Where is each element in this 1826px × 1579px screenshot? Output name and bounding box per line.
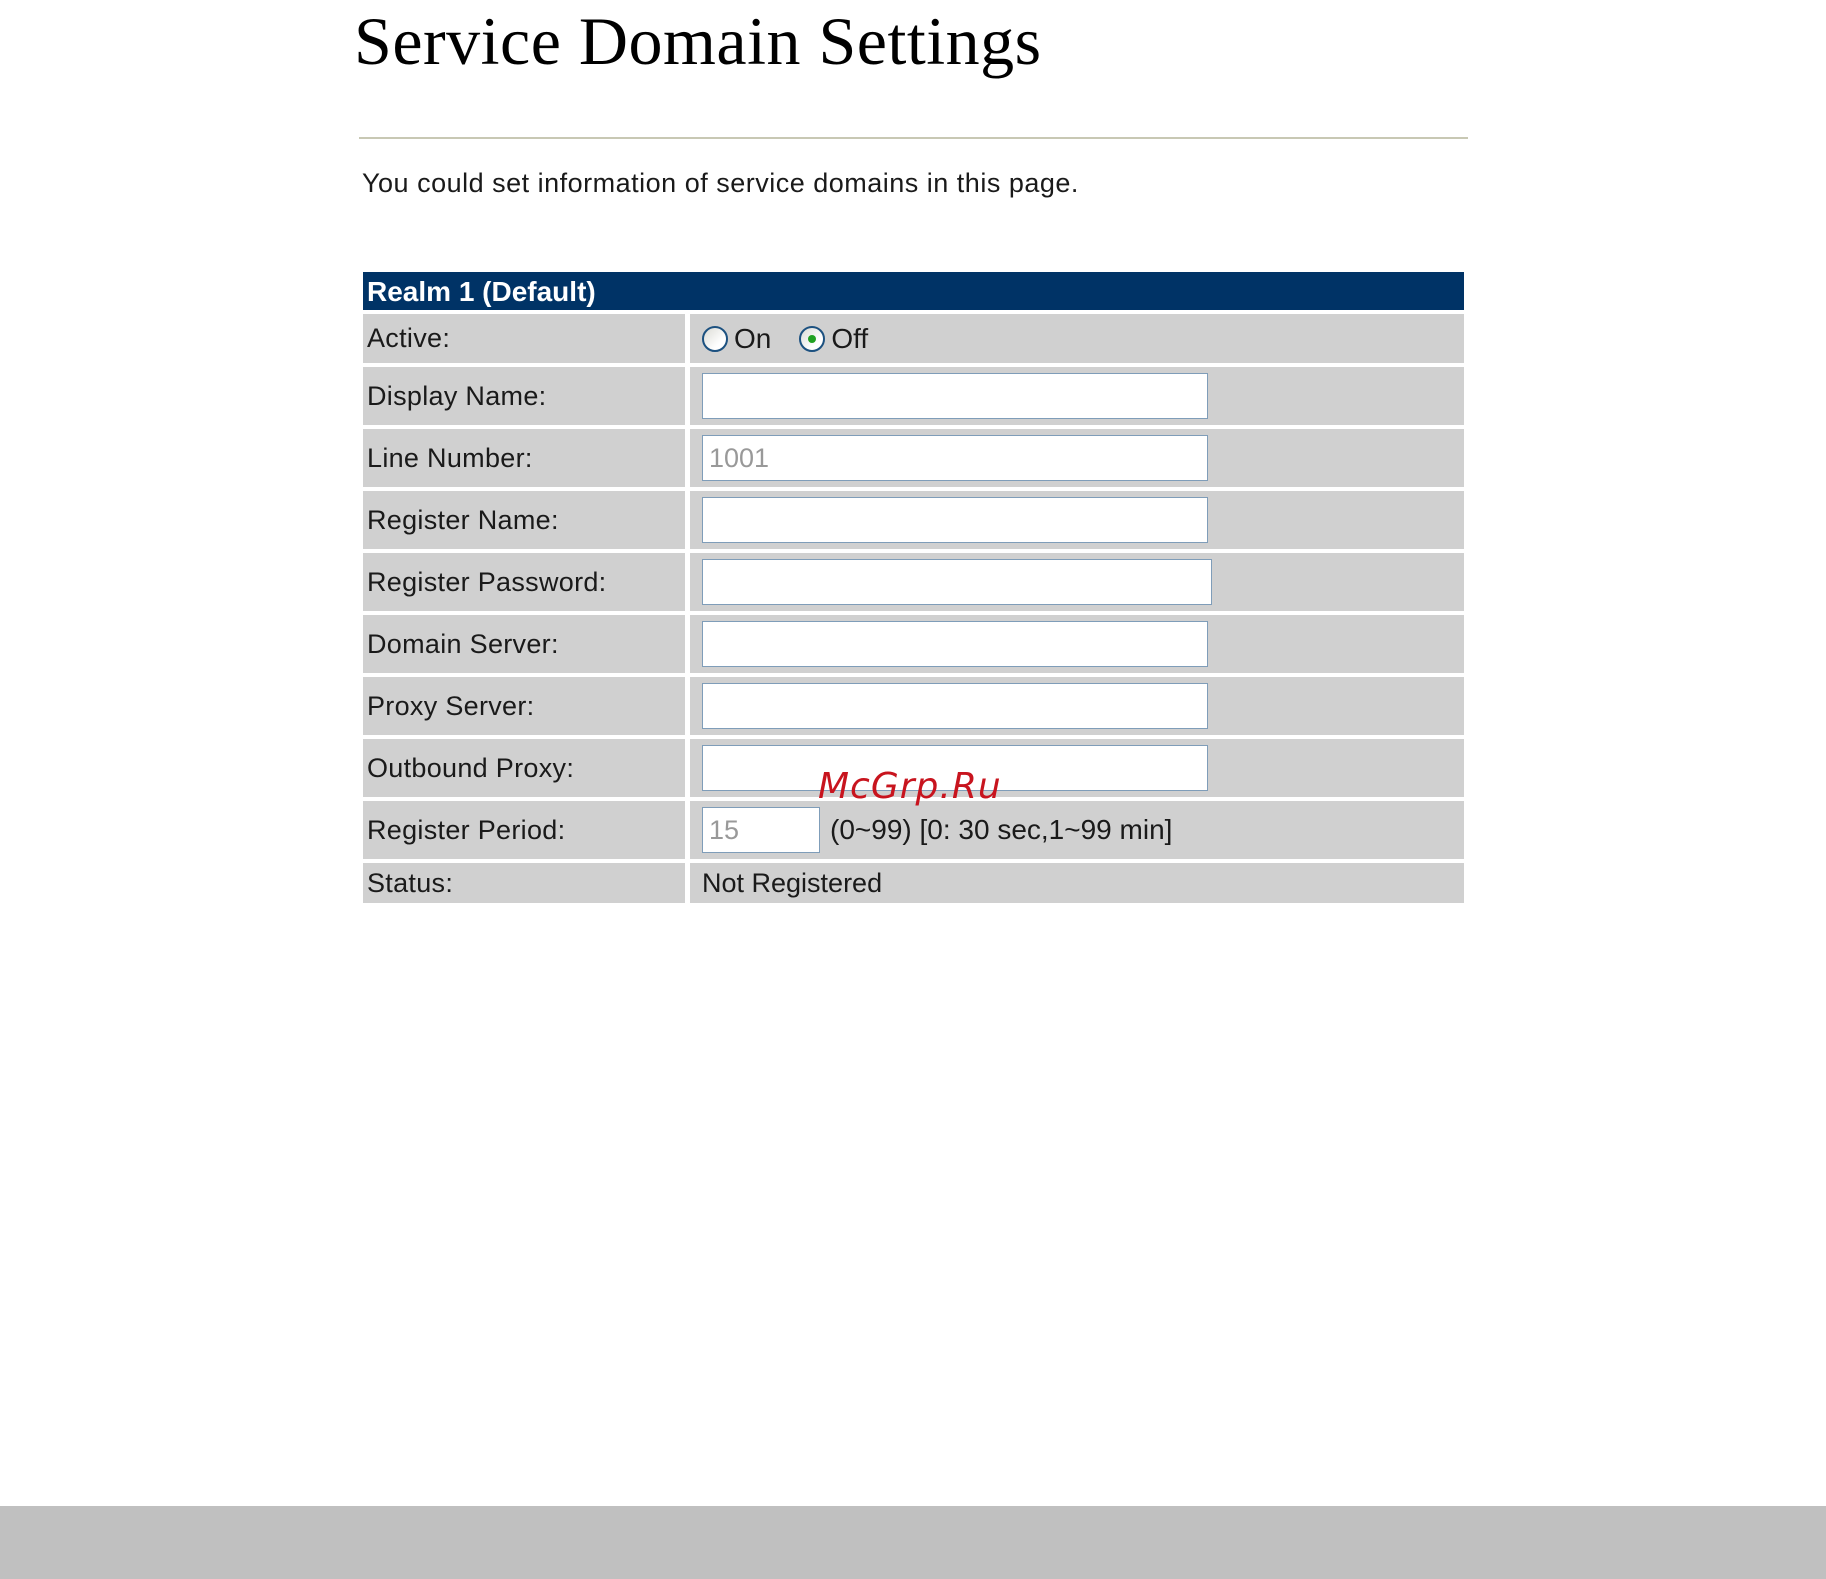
- proxy-server-row: [363, 677, 1464, 735]
- active-off-radio[interactable]: [799, 326, 825, 352]
- outbound-proxy-label: Outbound Proxy:: [363, 739, 685, 797]
- page-title: Service Domain Settings: [354, 3, 1042, 79]
- page-intro: You could set information of service domains in this page.: [362, 168, 1079, 198]
- display-name-label: Display Name:: [363, 367, 685, 425]
- display-name-row: [363, 367, 1464, 425]
- active-row: [363, 314, 1464, 363]
- realm-table: [363, 272, 1464, 903]
- active-value: [690, 314, 1464, 363]
- domain-server-row: [363, 615, 1464, 673]
- display-name-input[interactable]: [702, 373, 1208, 419]
- register-name-label: Register Name:: [363, 491, 685, 549]
- register-password-label: Register Password:: [363, 553, 685, 611]
- register-period-hint: (0~99) [0: 30 sec,1~99 min]: [830, 814, 1173, 845]
- proxy-server-label: Proxy Server:: [363, 677, 685, 735]
- status-row: [363, 863, 1464, 903]
- title-divider: [359, 137, 1468, 139]
- proxy-server-input[interactable]: [702, 683, 1208, 729]
- register-period-label: Register Period:: [363, 801, 685, 859]
- active-on-label[interactable]: On: [734, 322, 772, 354]
- register-period-input[interactable]: [702, 807, 820, 853]
- register-period-row: [363, 801, 1464, 859]
- status-label: Status:: [363, 863, 685, 903]
- register-name-row: [363, 491, 1464, 549]
- watermark: McGrp.Ru: [818, 766, 1002, 807]
- line-number-input[interactable]: [702, 435, 1208, 481]
- domain-server-label: Domain Server:: [363, 615, 685, 673]
- active-label: Active:: [363, 314, 685, 363]
- domain-server-input[interactable]: [702, 621, 1208, 667]
- realm-header: Realm 1 (Default): [363, 272, 1464, 310]
- active-off-label[interactable]: Off: [831, 322, 869, 354]
- register-password-input[interactable]: [702, 559, 1212, 605]
- active-radio-group: [702, 323, 868, 355]
- footer-bar: [0, 1506, 1826, 1579]
- active-on-radio[interactable]: [702, 326, 728, 352]
- register-password-row: [363, 553, 1464, 611]
- line-number-label: Line Number:: [363, 429, 685, 487]
- register-name-input[interactable]: [702, 497, 1208, 543]
- line-number-row: [363, 429, 1464, 487]
- status-value: Not Registered: [690, 863, 1464, 903]
